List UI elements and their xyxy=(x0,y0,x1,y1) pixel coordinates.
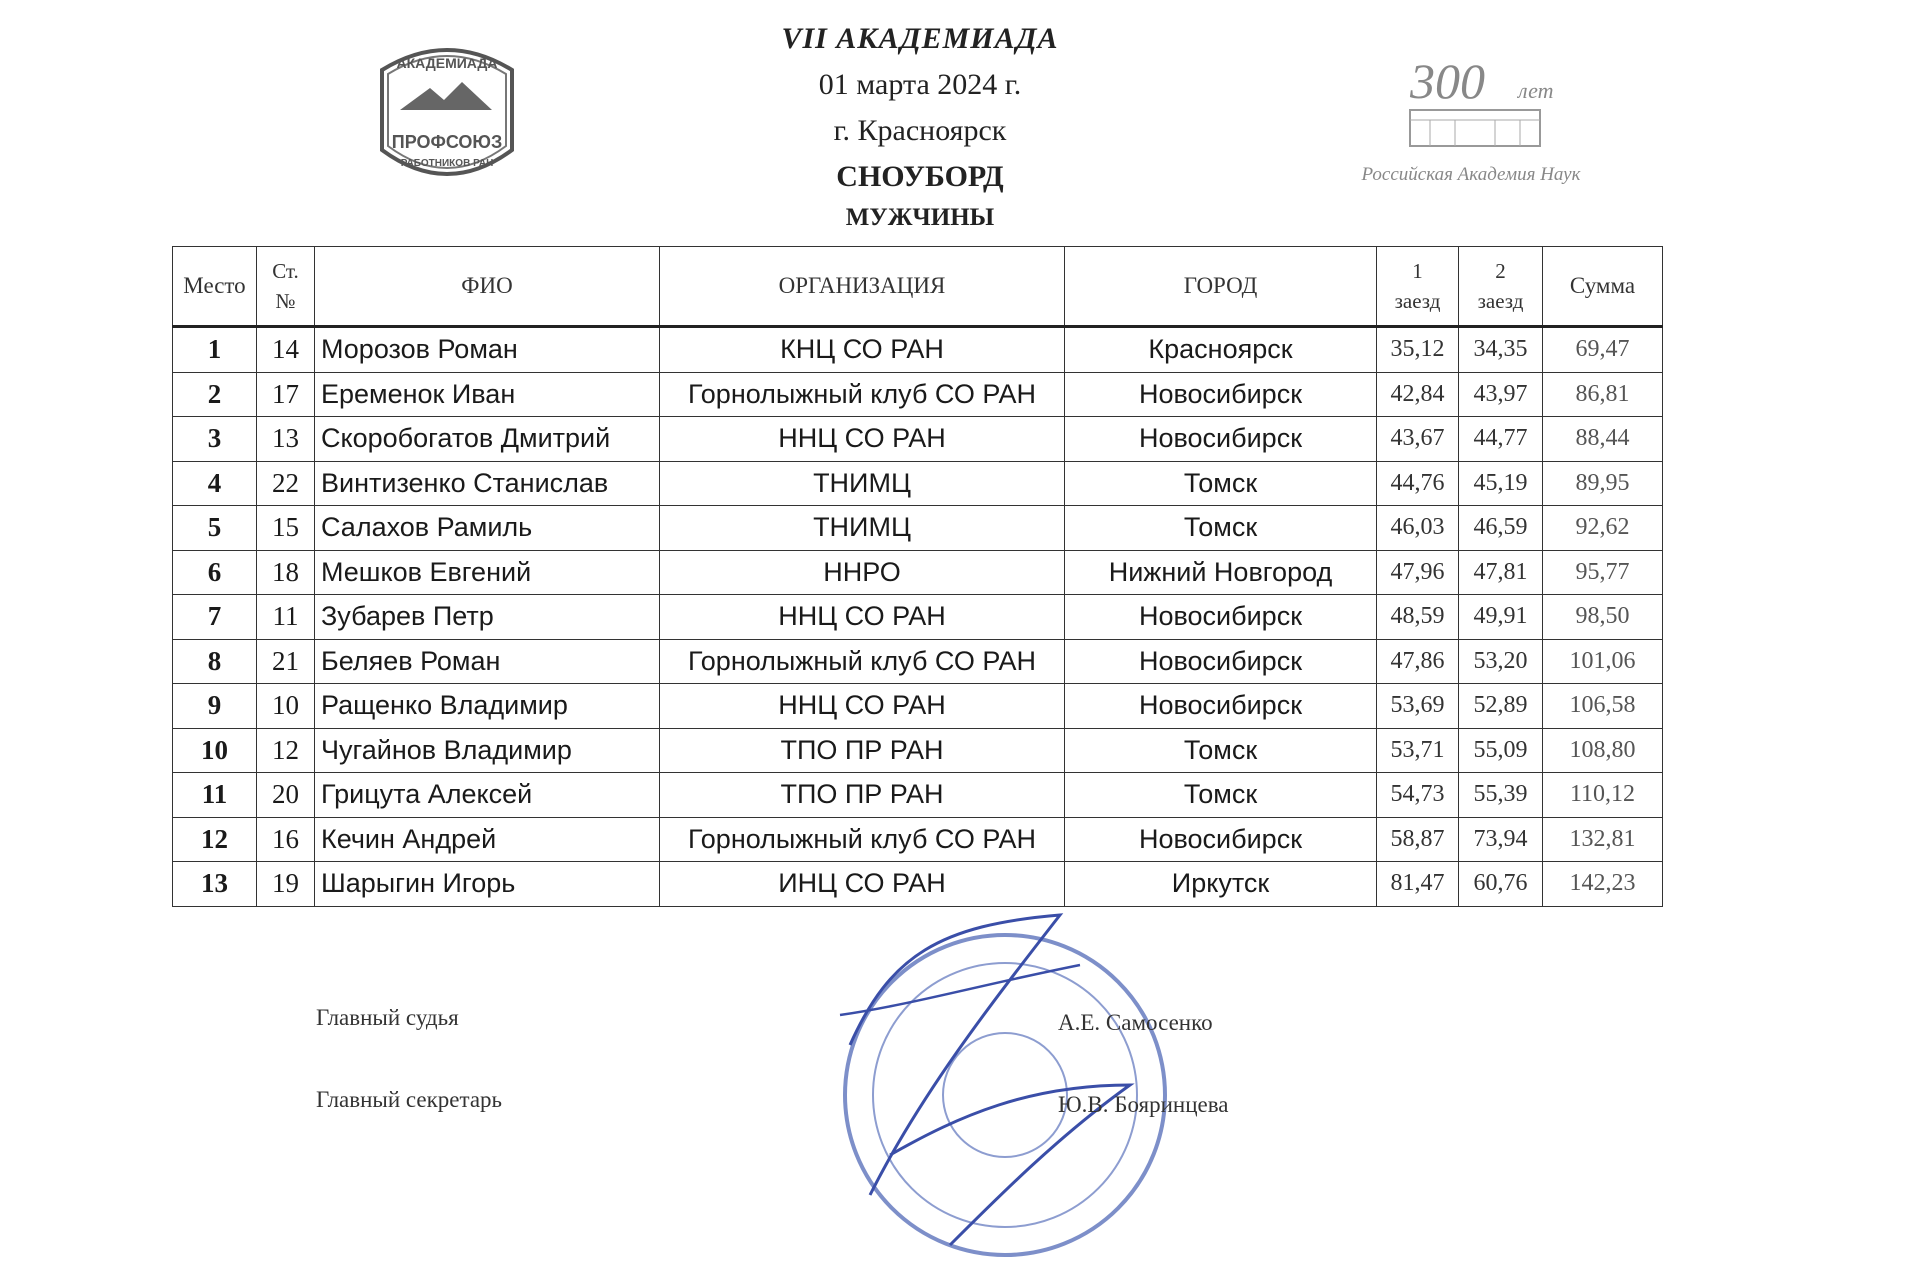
cell-run1: 43,67 xyxy=(1377,417,1459,462)
cell-sum: 108,80 xyxy=(1543,728,1663,773)
table-row xyxy=(173,461,1663,506)
cell-name: Грицута Алексей xyxy=(315,773,660,818)
table-row xyxy=(173,639,1663,684)
cell-place: 2 xyxy=(173,372,257,417)
cell-name: Беляев Роман xyxy=(315,639,660,684)
logo-arc-text: АКАДЕМИАДА xyxy=(396,55,498,71)
cell-city: Новосибирск xyxy=(1065,817,1377,862)
cell-sum: 132,81 xyxy=(1543,817,1663,862)
cell-run2: 45,19 xyxy=(1459,461,1543,506)
chief-judge-name: А.Е. Самосенко xyxy=(1058,1010,1213,1035)
cell-run2: 52,89 xyxy=(1459,684,1543,729)
cell-sum: 88,44 xyxy=(1543,417,1663,462)
header-run2-top: 2 xyxy=(1495,259,1506,283)
cell-city: Новосибирск xyxy=(1065,372,1377,417)
event-date: 01 марта 2024 г. xyxy=(818,68,1022,101)
cell-run2: 53,20 xyxy=(1459,639,1543,684)
cell-bib: 21 xyxy=(257,639,315,684)
cell-run2: 46,59 xyxy=(1459,506,1543,551)
table-row xyxy=(173,817,1663,862)
cell-place: 9 xyxy=(173,684,257,729)
cell-sum: 110,12 xyxy=(1543,773,1663,818)
header-city: ГОРОД xyxy=(1065,247,1377,327)
logo-main-text: ПРОФСОЮЗ xyxy=(391,132,503,152)
table-row xyxy=(173,728,1663,773)
cell-name: Салахов Рамиль xyxy=(315,506,660,551)
cell-run2: 49,91 xyxy=(1459,595,1543,640)
cell-name: Морозов Роман xyxy=(315,327,660,373)
cell-run1: 81,47 xyxy=(1377,862,1459,907)
cell-city: Красноярск xyxy=(1065,327,1377,373)
cell-city: Новосибирск xyxy=(1065,684,1377,729)
cell-city: Томск xyxy=(1065,773,1377,818)
cell-name: Шарыгин Игорь xyxy=(315,862,660,907)
cell-run1: 46,03 xyxy=(1377,506,1459,551)
header-run1-top: 1 xyxy=(1412,259,1423,283)
cell-place: 4 xyxy=(173,461,257,506)
cell-sum: 86,81 xyxy=(1543,372,1663,417)
header-name: ФИО xyxy=(315,247,660,327)
gender-title: МУЖЧИНЫ xyxy=(845,204,995,231)
cell-run2: 34,35 xyxy=(1459,327,1543,373)
cell-city: Новосибирск xyxy=(1065,595,1377,640)
table-row xyxy=(173,372,1663,417)
cell-run1: 47,96 xyxy=(1377,550,1459,595)
cell-org: Горнолыжный клуб СО РАН xyxy=(660,372,1065,417)
cell-name: Мешков Евгений xyxy=(315,550,660,595)
cell-place: 1 xyxy=(173,327,257,373)
header-run2 xyxy=(1459,247,1543,327)
cell-sum: 92,62 xyxy=(1543,506,1663,551)
cell-city: Томск xyxy=(1065,728,1377,773)
cell-name: Кечин Андрей xyxy=(315,817,660,862)
header-org: ОРГАНИЗАЦИЯ xyxy=(660,247,1065,327)
cell-bib: 22 xyxy=(257,461,315,506)
cell-bib: 15 xyxy=(257,506,315,551)
header-run1-bottom: заезд xyxy=(1394,289,1441,313)
chief-secretary-label: Главный секретарь xyxy=(316,1087,503,1112)
cell-bib: 14 xyxy=(257,327,315,373)
cell-bib: 13 xyxy=(257,417,315,462)
cell-place: 12 xyxy=(173,817,257,862)
cell-run1: 48,59 xyxy=(1377,595,1459,640)
header-sum: Сумма xyxy=(1543,247,1663,327)
cell-name: Винтизенко Станислав xyxy=(315,461,660,506)
cell-org: Горнолыжный клуб СО РАН xyxy=(660,817,1065,862)
cell-run1: 47,86 xyxy=(1377,639,1459,684)
cell-run2: 44,77 xyxy=(1459,417,1543,462)
table-row xyxy=(173,417,1663,462)
table-row xyxy=(173,327,1663,373)
cell-city: Нижний Новгород xyxy=(1065,550,1377,595)
cell-bib: 20 xyxy=(257,773,315,818)
cell-sum: 106,58 xyxy=(1543,684,1663,729)
anniversary-suffix: лет xyxy=(1518,78,1554,103)
academiada-logo xyxy=(372,30,522,198)
cell-sum: 142,23 xyxy=(1543,862,1663,907)
cell-place: 5 xyxy=(173,506,257,551)
cell-org: КНЦ СО РАН xyxy=(660,327,1065,373)
cell-org: ННЦ СО РАН xyxy=(660,684,1065,729)
header-bib xyxy=(257,247,315,327)
cell-org: ТНИМЦ xyxy=(660,506,1065,551)
cell-bib: 17 xyxy=(257,372,315,417)
cell-org: ТНИМЦ xyxy=(660,461,1065,506)
cell-org: ННРО xyxy=(660,550,1065,595)
table-header-row xyxy=(173,247,1663,327)
cell-sum: 95,77 xyxy=(1543,550,1663,595)
cell-bib: 16 xyxy=(257,817,315,862)
cell-place: 8 xyxy=(173,639,257,684)
header-run1 xyxy=(1377,247,1459,327)
sport-title: СНОУБОРД xyxy=(836,160,1004,193)
cell-city: Томск xyxy=(1065,461,1377,506)
cell-org: ТПО ПР РАН xyxy=(660,773,1065,818)
cell-org: ТПО ПР РАН xyxy=(660,728,1065,773)
cell-sum: 98,50 xyxy=(1543,595,1663,640)
cell-name: Ращенко Владимир xyxy=(315,684,660,729)
header-place: Место xyxy=(173,247,257,327)
cell-run1: 58,87 xyxy=(1377,817,1459,862)
cell-city: Новосибирск xyxy=(1065,639,1377,684)
cell-bib: 11 xyxy=(257,595,315,640)
cell-run1: 35,12 xyxy=(1377,327,1459,373)
cell-place: 7 xyxy=(173,595,257,640)
ras-300-logo xyxy=(1330,48,1612,198)
cell-name: Зубарев Петр xyxy=(315,595,660,640)
cell-city: Томск xyxy=(1065,506,1377,551)
header-run2-bottom: заезд xyxy=(1477,289,1524,313)
cell-sum: 69,47 xyxy=(1543,327,1663,373)
cell-run2: 55,39 xyxy=(1459,773,1543,818)
cell-run2: 60,76 xyxy=(1459,862,1543,907)
cell-place: 11 xyxy=(173,773,257,818)
cell-org: ННЦ СО РАН xyxy=(660,595,1065,640)
cell-run2: 55,09 xyxy=(1459,728,1543,773)
results-table xyxy=(172,246,1663,907)
official-stamp xyxy=(830,895,1190,1275)
table-row xyxy=(173,684,1663,729)
header-bib-bottom: № xyxy=(275,289,296,313)
cell-name: Чугайнов Владимир xyxy=(315,728,660,773)
chief-secretary-name: Ю.В. Бояринцева xyxy=(1058,1092,1229,1117)
cell-run1: 53,71 xyxy=(1377,728,1459,773)
cell-org: ННЦ СО РАН xyxy=(660,417,1065,462)
cell-run1: 53,69 xyxy=(1377,684,1459,729)
anniversary-number: 300 xyxy=(1410,53,1485,109)
cell-bib: 18 xyxy=(257,550,315,595)
cell-run2: 73,94 xyxy=(1459,817,1543,862)
logo-sub-text: РАБОТНИКОВ РАН xyxy=(400,158,494,169)
cell-bib: 12 xyxy=(257,728,315,773)
event-city: г. Красноярск xyxy=(833,114,1007,147)
cell-run1: 42,84 xyxy=(1377,372,1459,417)
ras-caption: Российская Академия Наук xyxy=(1361,164,1581,185)
document-header xyxy=(700,22,1140,240)
event-title: VII АКАДЕМИАДА xyxy=(781,22,1059,55)
header-bib-top: Ст. xyxy=(272,259,299,283)
table-row xyxy=(173,550,1663,595)
cell-place: 3 xyxy=(173,417,257,462)
cell-city: Новосибирск xyxy=(1065,417,1377,462)
cell-name: Скоробогатов Дмитрий xyxy=(315,417,660,462)
cell-run1: 44,76 xyxy=(1377,461,1459,506)
cell-bib: 10 xyxy=(257,684,315,729)
cell-run2: 47,81 xyxy=(1459,550,1543,595)
cell-name: Еременок Иван xyxy=(315,372,660,417)
table-row xyxy=(173,773,1663,818)
cell-place: 10 xyxy=(173,728,257,773)
table-row xyxy=(173,506,1663,551)
table-row xyxy=(173,595,1663,640)
cell-org: Горнолыжный клуб СО РАН xyxy=(660,639,1065,684)
cell-org: ИНЦ СО РАН xyxy=(660,862,1065,907)
cell-sum: 101,06 xyxy=(1543,639,1663,684)
cell-run1: 54,73 xyxy=(1377,773,1459,818)
cell-run2: 43,97 xyxy=(1459,372,1543,417)
results-table-wrapper xyxy=(172,246,1663,907)
cell-place: 13 xyxy=(173,862,257,907)
chief-judge-label: Главный судья xyxy=(316,1005,459,1030)
cell-place: 6 xyxy=(173,550,257,595)
cell-sum: 89,95 xyxy=(1543,461,1663,506)
cell-city: Иркутск xyxy=(1065,862,1377,907)
cell-bib: 19 xyxy=(257,862,315,907)
